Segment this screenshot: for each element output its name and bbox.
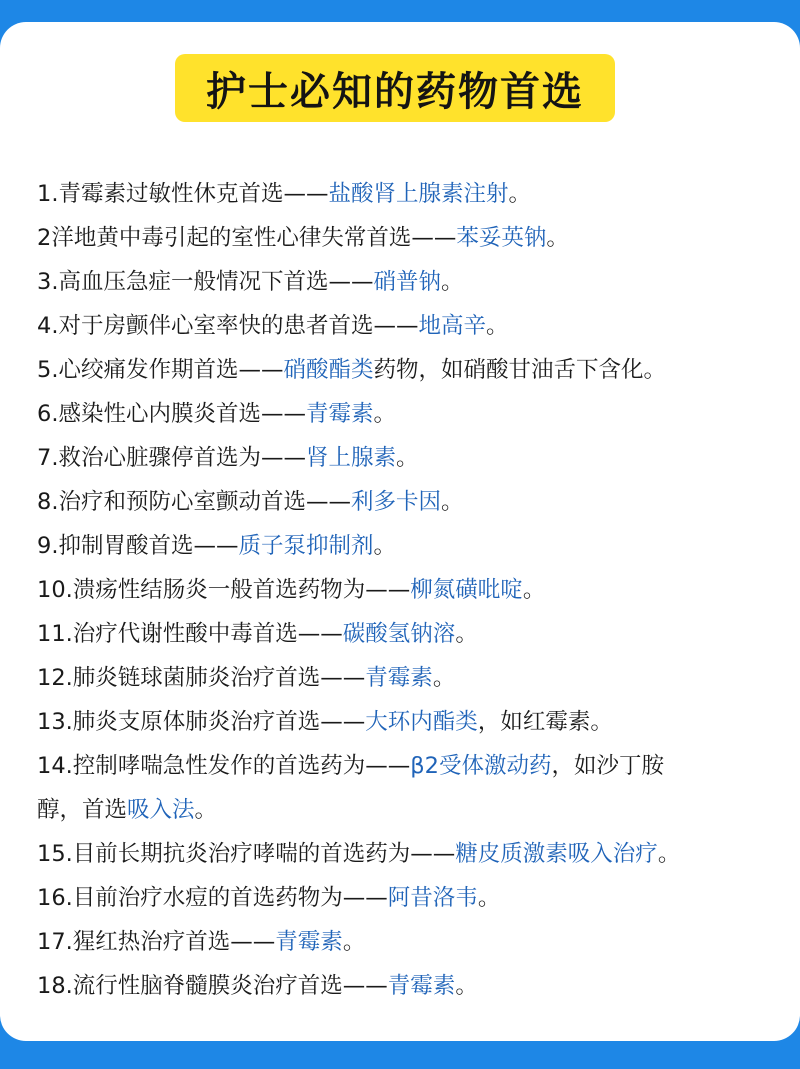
list-item [37, 304, 777, 348]
list-item [37, 480, 777, 524]
list-item [37, 260, 777, 304]
item-question: 4.对于房颤伴心室率快的患者首选—— [37, 313, 419, 339]
item-answer: 青霉素 [387, 973, 456, 999]
item-answer: 苯妥英钠 [456, 225, 547, 251]
item-answer: 盐酸肾上腺素注射 [328, 181, 509, 207]
item-rest: 。 [546, 225, 569, 251]
item-question: 13.肺炎支原体肺炎治疗首选—— [37, 709, 366, 735]
item-rest: 。 [455, 973, 478, 999]
item-rest: 。 [194, 797, 218, 823]
item-question: 7.救治心脏骤停首选为—— [37, 445, 306, 471]
item-answer: 大环内酯类 [365, 709, 478, 735]
item-question: 16.目前治疗水痘的首选药物为—— [37, 885, 388, 911]
list-item [37, 216, 777, 260]
list-item-continuation [37, 788, 777, 832]
item-rest: ，如沙丁胺 [551, 753, 664, 779]
list-item [37, 612, 777, 656]
item-answer: 硝普钠 [373, 269, 441, 295]
list-item [37, 568, 777, 612]
item-question: 17.猩红热治疗首选—— [37, 929, 276, 955]
item-rest: 。 [432, 665, 456, 691]
item-answer: 肾上腺素 [305, 445, 396, 471]
item-answer: 青霉素 [275, 929, 343, 955]
item-rest: 。 [440, 269, 464, 295]
item-answer: 青霉素 [305, 401, 374, 427]
list-item [37, 832, 777, 876]
item-answer: 糖皮质激素吸入治疗 [455, 841, 658, 867]
item-rest: 。 [508, 181, 531, 207]
item-rest: 。 [522, 577, 546, 603]
item-answer: 硝酸酯类 [283, 357, 374, 383]
list-item [37, 656, 777, 700]
item-answer: 地高辛 [418, 313, 486, 339]
item-question: 18.流行性脑脊髓膜炎治疗首选—— [37, 973, 388, 999]
item-rest: 药物，如硝酸甘油舌下含化。 [373, 357, 666, 383]
item-question: 11.治疗代谢性酸中毒首选—— [37, 621, 343, 647]
item-answer: 吸入法 [127, 797, 195, 823]
item-answer: 利多卡因 [350, 489, 441, 515]
item-question: 10.溃疡性结肠炎一般首选药物为—— [37, 577, 411, 603]
item-question: 12.肺炎链球菌肺炎治疗首选—— [37, 665, 366, 691]
page-title: 护士必知的药物首选 [206, 67, 584, 115]
item-answer: 碳酸氢钠溶 [342, 621, 456, 647]
item-question: 2洋地黄中毒引起的室性心律失常首选—— [37, 225, 457, 251]
item-question: 15.目前长期抗炎治疗哮喘的首选药为—— [37, 841, 456, 867]
drug-list [37, 172, 777, 1008]
list-item [37, 348, 777, 392]
item-rest: 。 [477, 885, 501, 911]
item-rest: 。 [342, 929, 366, 955]
item-answer: 质子泵抑制剂 [238, 533, 374, 559]
item-rest: 。 [440, 489, 464, 515]
item-rest: 。 [373, 401, 396, 427]
item-answer: 阿昔洛韦 [387, 885, 478, 911]
item-answer: 柳氮磺吡啶 [410, 577, 523, 603]
item-question: 14.控制哮喘急性发作的首选药为—— [37, 753, 411, 779]
item-rest: 。 [373, 533, 396, 559]
content-card [0, 22, 800, 1041]
item-question: 3.高血压急症一般情况下首选—— [37, 269, 374, 295]
item-question: 1.青霉素过敏性休克首选—— [37, 181, 329, 207]
item-question: 5.心绞痛发作期首选—— [37, 357, 284, 383]
item-rest: 。 [455, 621, 478, 647]
list-item [37, 964, 777, 1008]
item-question: 9.抑制胃酸首选—— [37, 533, 239, 559]
item-answer: β2受体激动药 [410, 753, 552, 779]
item-question: 8.治疗和预防心室颤动首选—— [37, 489, 351, 515]
item-rest: 。 [657, 841, 681, 867]
item-question: 6.感染性心内膜炎首选—— [37, 401, 306, 427]
item-rest: 。 [485, 313, 509, 339]
list-item [37, 392, 777, 436]
list-item [37, 436, 777, 480]
item-question: 醇，首选 [37, 797, 128, 823]
list-item [37, 920, 777, 964]
item-answer: 青霉素 [365, 665, 433, 691]
title-banner [175, 54, 615, 122]
item-rest: 。 [395, 445, 419, 471]
list-item [37, 876, 777, 920]
list-item [37, 700, 777, 744]
list-item [37, 172, 777, 216]
list-item [37, 524, 777, 568]
item-rest: ，如红霉素。 [477, 709, 613, 735]
list-item [37, 744, 777, 788]
